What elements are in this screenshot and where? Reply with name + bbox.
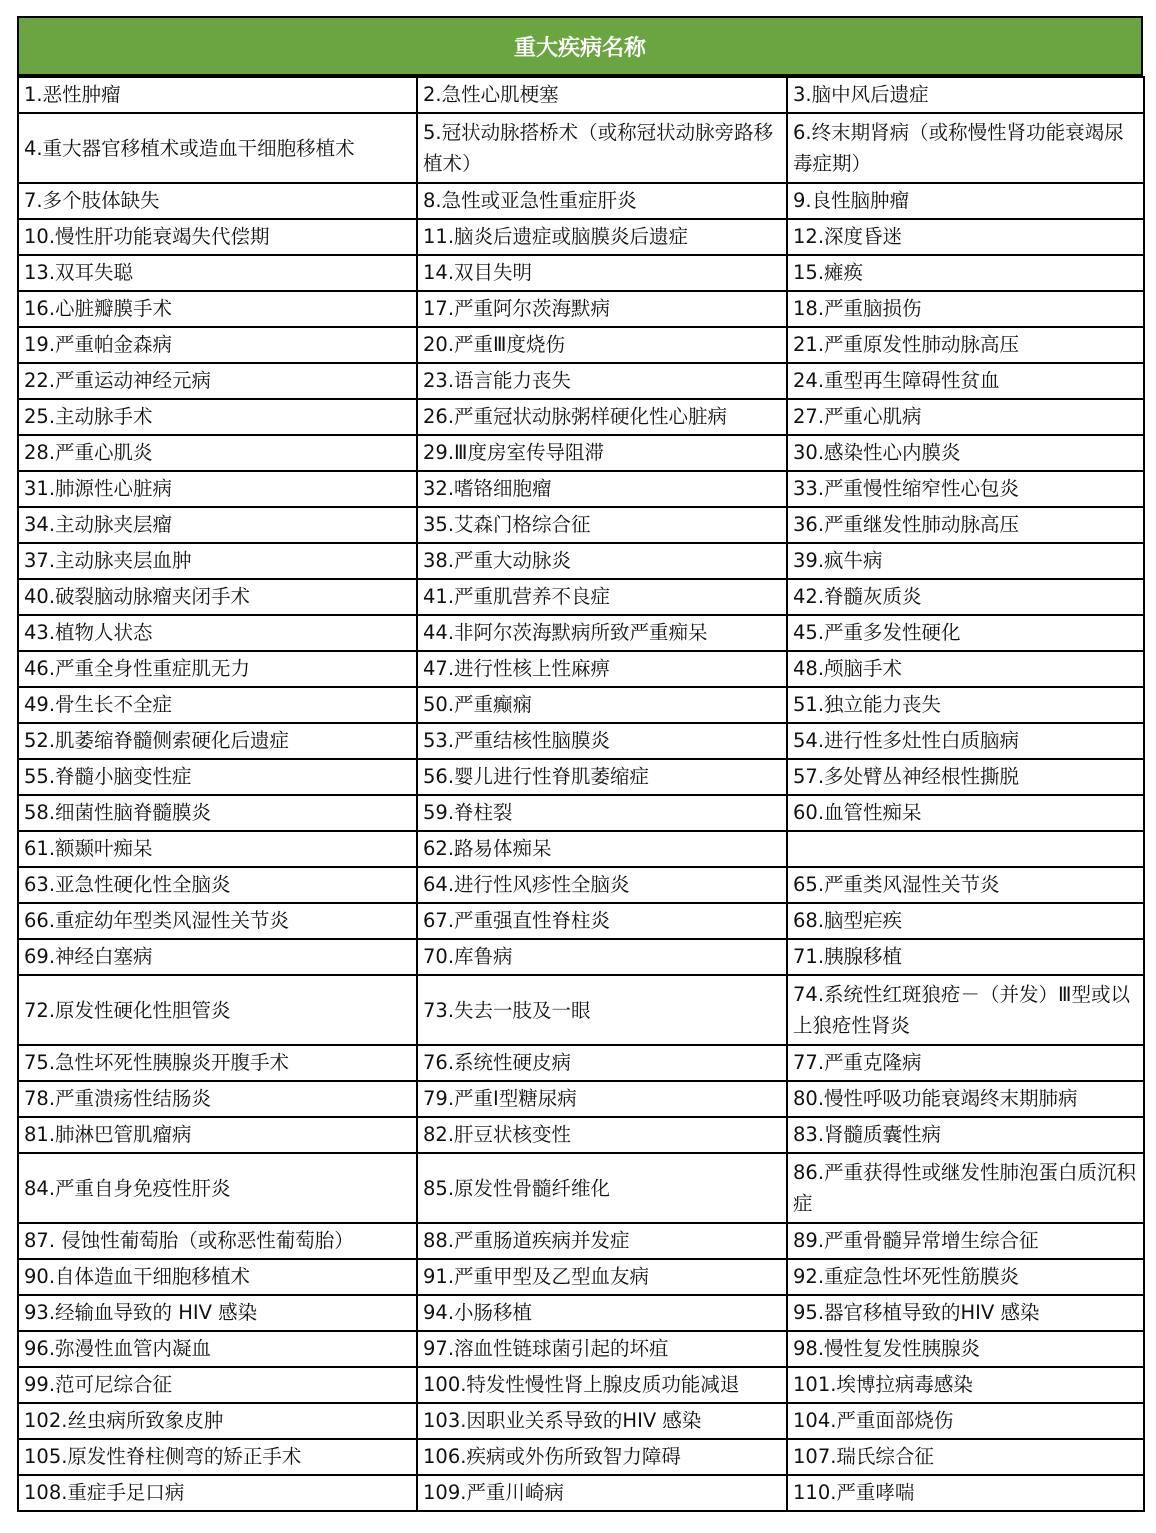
table-row [18,723,1144,759]
disease-cell: 65.严重类风湿性关节炎 [787,867,1144,903]
table-row [18,759,1144,795]
disease-cell: 63.亚急性硬化性全脑炎 [18,867,417,903]
disease-cell: 101.埃博拉病毒感染 [787,1367,1144,1403]
disease-cell: 90.自体造血干细胞移植术 [18,1259,417,1295]
table-row [18,255,1144,291]
table-row [18,903,1144,939]
table-row [18,1331,1144,1367]
disease-cell: 24.重型再生障碍性贫血 [787,363,1144,399]
disease-cell: 5.冠状动脉搭桥术（或称冠状动脉旁路移植术） [417,113,787,183]
disease-cell: 11.脑炎后遗症或脑膜炎后遗症 [417,219,787,255]
disease-cell: 48.颅脑手术 [787,651,1144,687]
disease-cell: 8.急性或亚急性重症肝炎 [417,183,787,219]
disease-cell: 16.心脏瓣膜手术 [18,291,417,327]
disease-cell: 2.急性心肌梗塞 [417,77,787,113]
disease-cell: 66.重症幼年型类风湿性关节炎 [18,903,417,939]
table-row [18,291,1144,327]
disease-cell: 91.严重甲型及乙型血友病 [417,1259,787,1295]
disease-cell: 94.小肠移植 [417,1295,787,1331]
disease-cell: 84.严重自身免疫性肝炎 [18,1153,417,1223]
disease-cell: 87. 侵蚀性葡萄胎（或称恶性葡萄胎） [18,1223,417,1259]
table-row [18,831,1144,867]
disease-cell: 83.肾髓质囊性病 [787,1117,1144,1153]
disease-cell: 33.严重慢性缩窄性心包炎 [787,471,1144,507]
disease-cell: 4.重大器官移植术或造血干细胞移植术 [18,113,417,183]
disease-cell: 70.库鲁病 [417,939,787,975]
disease-cell: 55.脊髓小脑变性症 [18,759,417,795]
disease-cell: 6.终末期肾病（或称慢性肾功能衰竭尿毒症期） [787,113,1144,183]
table-row [18,1295,1144,1331]
disease-cell: 56.婴儿进行性脊肌萎缩症 [417,759,787,795]
table-row [18,975,1144,1045]
table-row [18,1475,1144,1511]
table-row [18,543,1144,579]
disease-cell: 9.良性脑肿瘤 [787,183,1144,219]
disease-table [17,16,1143,1512]
disease-cell: 47.进行性核上性麻痹 [417,651,787,687]
disease-cell: 59.脊柱裂 [417,795,787,831]
disease-cell: 73.失去一肢及一眼 [417,975,787,1045]
disease-cell: 61.额颞叶痴呆 [18,831,417,867]
disease-cell: 104.严重面部烧伤 [787,1403,1144,1439]
disease-cell: 29.Ⅲ度房室传导阻滞 [417,435,787,471]
table-row [18,113,1144,183]
disease-cell: 21.严重原发性肺动脉高压 [787,327,1144,363]
disease-cell: 102.丝虫病所致象皮肿 [18,1403,417,1439]
disease-cell: 52.肌萎缩脊髓侧索硬化后遗症 [18,723,417,759]
disease-cell: 75.急性坏死性胰腺炎开腹手术 [18,1045,417,1081]
disease-grid [17,76,1145,1512]
table-row [18,1045,1144,1081]
table-row [18,687,1144,723]
table-row [18,507,1144,543]
table-row [18,1153,1144,1223]
disease-cell: 89.严重骨髓异常增生综合征 [787,1223,1144,1259]
disease-cell: 20.严重Ⅲ度烧伤 [417,327,787,363]
disease-cell: 88.严重肠道疾病并发症 [417,1223,787,1259]
disease-cell: 95.器官移植导致的HIV 感染 [787,1295,1144,1331]
disease-cell: 99.范可尼综合征 [18,1367,417,1403]
disease-cell: 68.脑型疟疾 [787,903,1144,939]
disease-cell: 67.严重强直性脊柱炎 [417,903,787,939]
table-row [18,1117,1144,1153]
disease-cell: 106.疾病或外伤所致智力障碍 [417,1439,787,1475]
disease-cell: 54.进行性多灶性白质脑病 [787,723,1144,759]
table-row [18,579,1144,615]
disease-cell: 45.严重多发性硬化 [787,615,1144,651]
table-row [18,327,1144,363]
disease-cell: 14.双目失明 [417,255,787,291]
disease-cell: 32.嗜铬细胞瘤 [417,471,787,507]
table-title: 重大疾病名称 [17,16,1143,76]
disease-cell: 74.系统性红斑狼疮－（并发）Ⅲ型或以上狼疮性肾炎 [787,975,1144,1045]
disease-cell: 36.严重继发性肺动脉高压 [787,507,1144,543]
disease-cell: 22.严重运动神经元病 [18,363,417,399]
disease-cell: 57.多处臂丛神经根性撕脱 [787,759,1144,795]
disease-cell: 44.非阿尔茨海默病所致严重痴呆 [417,615,787,651]
table-row [18,435,1144,471]
disease-cell: 49.骨生长不全症 [18,687,417,723]
disease-cell: 77.严重克隆病 [787,1045,1144,1081]
disease-cell: 98.慢性复发性胰腺炎 [787,1331,1144,1367]
table-row [18,77,1144,113]
disease-cell: 105.原发性脊柱侧弯的矫正手术 [18,1439,417,1475]
disease-cell: 80.慢性呼吸功能衰竭终末期肺病 [787,1081,1144,1117]
disease-cell: 69.神经白塞病 [18,939,417,975]
disease-cell: 40.破裂脑动脉瘤夹闭手术 [18,579,417,615]
disease-cell: 96.弥漫性血管内凝血 [18,1331,417,1367]
disease-cell: 107.瑞氏综合征 [787,1439,1144,1475]
table-row [18,1223,1144,1259]
disease-cell: 103.因职业关系导致的HIV 感染 [417,1403,787,1439]
disease-cell: 76.系统性硬皮病 [417,1045,787,1081]
disease-cell: 60.血管性痴呆 [787,795,1144,831]
disease-cell: 64.进行性风疹性全脑炎 [417,867,787,903]
disease-cell: 41.严重肌营养不良症 [417,579,787,615]
disease-cell: 109.严重川崎病 [417,1475,787,1511]
disease-cell: 58.细菌性脑脊髓膜炎 [18,795,417,831]
disease-cell [787,831,1144,867]
table-row [18,399,1144,435]
table-row [18,795,1144,831]
disease-cell: 18.严重脑损伤 [787,291,1144,327]
disease-cell: 17.严重阿尔茨海默病 [417,291,787,327]
disease-cell: 85.原发性骨髓纤维化 [417,1153,787,1223]
disease-cell: 62.路易体痴呆 [417,831,787,867]
table-row [18,1403,1144,1439]
table-row [18,1081,1144,1117]
table-row [18,1259,1144,1295]
disease-cell: 15.瘫痪 [787,255,1144,291]
table-row [18,939,1144,975]
disease-cell: 27.严重心肌病 [787,399,1144,435]
disease-cell: 30.感染性心内膜炎 [787,435,1144,471]
table-row [18,363,1144,399]
disease-cell: 37.主动脉夹层血肿 [18,543,417,579]
table-row [18,867,1144,903]
disease-cell: 35.艾森门格综合征 [417,507,787,543]
disease-cell: 79.严重Ⅰ型糖尿病 [417,1081,787,1117]
disease-cell: 93.经输血导致的 HIV 感染 [18,1295,417,1331]
disease-cell: 82.肝豆状核变性 [417,1117,787,1153]
disease-cell: 78.严重溃疡性结肠炎 [18,1081,417,1117]
disease-cell: 12.深度昏迷 [787,219,1144,255]
disease-cell: 72.原发性硬化性胆管炎 [18,975,417,1045]
table-row [18,615,1144,651]
disease-cell: 92.重症急性坏死性筋膜炎 [787,1259,1144,1295]
disease-cell: 53.严重结核性脑膜炎 [417,723,787,759]
disease-cell: 26.严重冠状动脉粥样硬化性心脏病 [417,399,787,435]
disease-cell: 97.溶血性链球菌引起的坏疽 [417,1331,787,1367]
disease-cell: 38.严重大动脉炎 [417,543,787,579]
disease-cell: 19.严重帕金森病 [18,327,417,363]
disease-cell: 13.双耳失聪 [18,255,417,291]
disease-cell: 46.严重全身性重症肌无力 [18,651,417,687]
disease-cell: 81.肺淋巴管肌瘤病 [18,1117,417,1153]
disease-cell: 31.肺源性心脏病 [18,471,417,507]
disease-cell: 100.特发性慢性肾上腺皮质功能减退 [417,1367,787,1403]
disease-cell: 71.胰腺移植 [787,939,1144,975]
disease-cell: 10.慢性肝功能衰竭失代偿期 [18,219,417,255]
table-row [18,219,1144,255]
disease-cell: 23.语言能力丧失 [417,363,787,399]
disease-cell: 43.植物人状态 [18,615,417,651]
table-row [18,183,1144,219]
disease-cell: 50.严重癫痫 [417,687,787,723]
disease-cell: 3.脑中风后遗症 [787,77,1144,113]
table-row [18,471,1144,507]
disease-cell: 1.恶性肿瘤 [18,77,417,113]
disease-cell: 108.重症手足口病 [18,1475,417,1511]
disease-cell: 7.多个肢体缺失 [18,183,417,219]
disease-cell: 28.严重心肌炎 [18,435,417,471]
disease-cell: 42.脊髓灰质炎 [787,579,1144,615]
table-row [18,1439,1144,1475]
disease-cell: 25.主动脉手术 [18,399,417,435]
disease-cell: 34.主动脉夹层瘤 [18,507,417,543]
table-row [18,651,1144,687]
disease-cell: 110.严重哮喘 [787,1475,1144,1511]
disease-cell: 86.严重获得性或继发性肺泡蛋白质沉积症 [787,1153,1144,1223]
disease-cell: 51.独立能力丧失 [787,687,1144,723]
table-row [18,1367,1144,1403]
disease-cell: 39.疯牛病 [787,543,1144,579]
